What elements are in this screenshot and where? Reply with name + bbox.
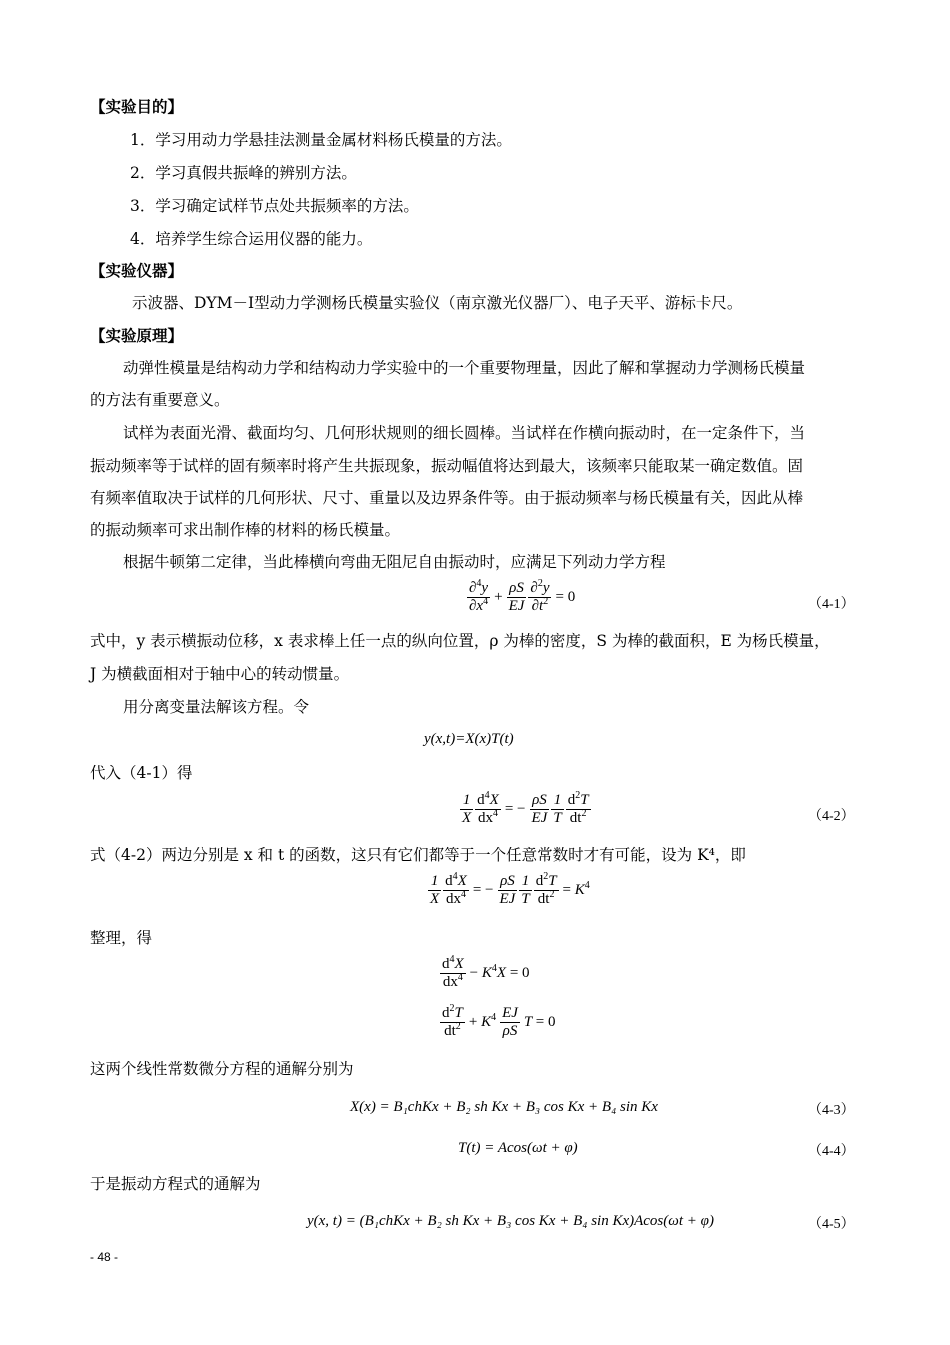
equation-separation: y(x,t)=X(x)T(t) — [424, 731, 514, 747]
equation-4-5: y(x, t) = (B₁chKx + B₂ sh Kx + B₃ cos Kx + B₄ sin Kx)Acos(ωt + φ) — [307, 1213, 714, 1229]
principle-p2-line3: 有频率值取决于试样的几何形状、尺寸、重量以及边界条件等。由于振动频率与杨氏模量有关，因此从棒 — [90, 489, 804, 507]
purpose-item-4: 4．培养学生综合运用仪器的能力。 — [130, 230, 373, 248]
purpose-heading: 【实验目的】 — [90, 98, 184, 116]
purpose-item-2: 2．学习真假共振峰的辨别方法。 — [130, 164, 357, 182]
principle-p1-line1: 动弹性模量是结构动力学和结构动力学实验中的一个重要物理量，因此了解和掌握动力学测杨氏模量 — [123, 359, 806, 377]
equation-4-4-label: （4-4） — [808, 1144, 855, 1159]
principle-p3: 根据牛顿第二定律，当此棒横向弯曲无阻尼自由振动时，应满足下列动力学方程 — [123, 553, 666, 571]
principle-p9: 这两个线性常数微分方程的通解分别为 — [90, 1060, 354, 1078]
principle-p4-line1: 式中，y 表示横振动位移，x 表求棒上任一点的纵向位置，ρ 为棒的密度，S 为棒的截面积，E 为杨氏模量， — [90, 632, 830, 650]
principle-p2-line4: 的振动频率可求出制作棒的材料的杨氏模量。 — [90, 521, 401, 539]
equation-4-2-label: （4-2） — [808, 809, 855, 824]
principle-p7: 式（4-2）两边分别是 x 和 t 的函数，这只有它们都等于一个任意常数时才有可能，设为 K⁴，即 — [90, 846, 746, 864]
equation-4-4: T(t) = Acos(ωt + φ) — [458, 1140, 578, 1156]
principle-p2-line1: 试样为表面光滑、截面均匀、几何形状规则的细长圆棒。当试样在作横向振动时，在一定条件下，当 — [123, 424, 806, 442]
principle-p5: 用分离变量法解该方程。令 — [123, 698, 310, 716]
equation-4-1: $\frac{\partial^4y}{\partial x^4}$ + $\frac{\rho S}{EJ}$ $\frac{\partial^2y}{\partial t^2}$ = 0 — [469, 578, 576, 614]
apparatus-text: 示波器、DYM－I型动力学测杨氏模量实验仪（南京激光仪器厂）、电子天平、游标卡尺。 — [132, 294, 743, 312]
equation-4-3: X(x) = B₁chKx + B₂ sh Kx + B₃ cos Kx + B₄ sin Kx — [350, 1099, 658, 1115]
principle-p2-line2: 振动频率等于试样的固有频率时将产生共振现象，振动幅值将达到最大，该频率只能取某一确定数值。固 — [90, 457, 804, 475]
principle-p1-line2: 的方法有重要意义。 — [90, 391, 230, 409]
equation-ode-t: $\frac{d^2T}{dt^2}$ + $K^4$ $\frac{EJ}{\rho S}$ T = 0 — [442, 1003, 556, 1039]
purpose-item-1: 1．学习用动力学悬挂法测量金属材料杨氏模量的方法。 — [130, 131, 512, 149]
apparatus-heading: 【实验仪器】 — [90, 262, 184, 280]
equation-4-5-label: （4-5） — [808, 1217, 855, 1232]
principle-p8: 整理，得 — [90, 929, 153, 947]
principle-heading: 【实验原理】 — [90, 327, 184, 345]
equation-4-2: $\frac{1}{X}$ $\frac{d^4X}{dx^4}$ = − $\frac{\rho S}{EJ}$ $\frac{1}{T}$ $\frac{d^2T}{dt^2}$ — [462, 790, 589, 826]
equation-4-1-label: （4-1） — [808, 597, 855, 612]
page-number: - 48 - — [90, 1250, 119, 1264]
equation-k4: $\frac{1}{X}$ $\frac{d^4X}{dx^4}$ = − $\frac{\rho S}{EJ}$ $\frac{1}{T}$ $\frac{d^2T}{dt^2}$ = $K^4$ — [430, 871, 590, 907]
equation-4-3-label: （4-3） — [808, 1103, 855, 1118]
principle-p4-line2: J 为横截面相对于轴中心的转动惯量。 — [90, 665, 350, 683]
equation-ode-x: $\frac{d^4X}{dx^4}$ − $K^4X = 0$ — [442, 954, 530, 990]
principle-p10: 于是振动方程式的通解为 — [90, 1175, 261, 1193]
principle-p6: 代入（4-1）得 — [90, 764, 193, 782]
purpose-item-3: 3．学习确定试样节点处共振频率的方法。 — [130, 197, 419, 215]
